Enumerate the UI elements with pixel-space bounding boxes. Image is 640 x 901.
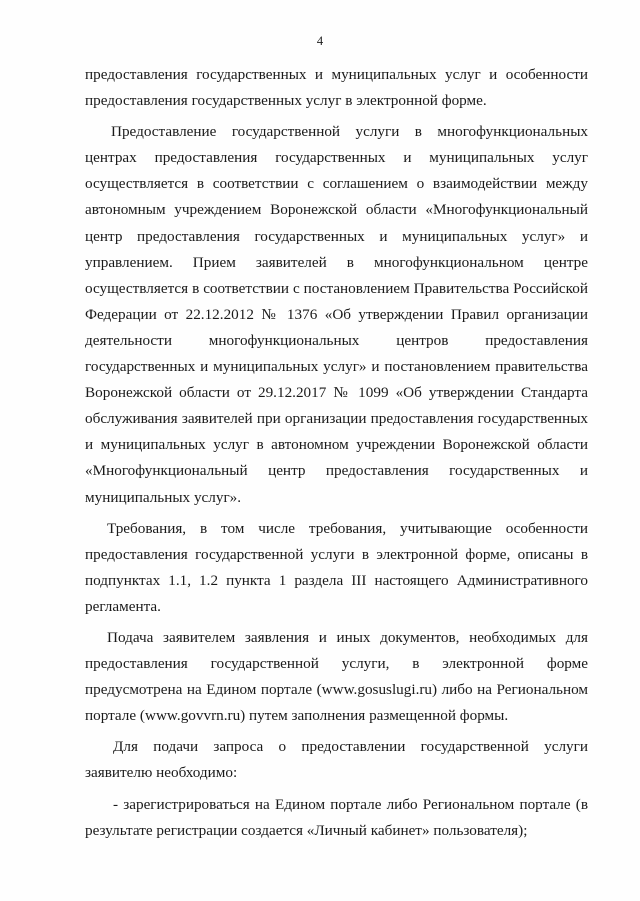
text-line: Подача заявителем заявления и иных документов, необходимых для [107,628,588,646]
paragraph [85,734,588,786]
text-line: предоставления государственной услуги, в электронной форме [85,655,588,673]
text-line: подпунктах 1.1, 1.2 пункта 1 раздела III настоящего Административного [85,571,588,589]
text-line: и муниципальных услуг в автономном учреждении Воронежской области [85,436,588,454]
text-line: государственных и муниципальных услуг» и постановлением правительства [85,358,588,376]
text-line: портале (www.govvrn.ru) путем заполнения размещенной формы. [85,707,509,725]
text-line: Воронежской области от 29.12.2017 № 1099 «Об утверждении Стандарта [85,384,588,402]
text-line: осуществляется в соответствии с постановлением Правительства Российской [85,279,588,297]
text-line: предоставления государственных и муниципальных услуг и особенности [85,66,588,83]
text-line: Предоставление государственной услуги в многофункциональных [111,123,588,141]
text-line: - зарегистрироваться на Едином портале либо Региональном портале (в [113,795,588,813]
paragraph [85,516,588,620]
document-body [85,62,588,844]
text-line: управлением. Прием заявителей в многофункциональном центре [85,253,588,271]
text-line: «Многофункциональный центр предоставления государственных и [85,462,588,480]
text-line: результате регистрации создается «Личный кабинет» пользователя); [85,821,528,839]
text-line: автономным учреждением Воронежской области «Многофункциональный [85,201,588,219]
text-line: деятельности многофункциональных центров предоставления [85,331,588,349]
text-line: Требования, в том числе требования, учитывающие особенности [107,519,588,537]
text-line: предусмотрена на Едином портале (www.gosuslugi.ru) либо на Региональном [85,681,588,699]
text-line: центр предоставления государственных и муниципальных услуг» и [85,227,588,245]
text-line: предоставления государственной услуги в электронной форме, описаны в [85,545,588,563]
text-line: муниципальных услуг». [85,488,242,506]
paragraph [85,625,588,729]
text-line: Для подачи запроса о предоставлении государственной услуги [113,738,588,756]
text-line: предоставления государственных услуг в электронной форме. [85,92,487,110]
text-line: осуществляется в соответствии с соглашением о взаимодействии между [85,175,588,193]
text-line: заявителю необходимо: [85,764,238,782]
text-line: центрах предоставления государственных и муниципальных услуг [85,149,588,167]
paragraph [85,119,588,510]
text-line: Федерации от 22.12.2012 № 1376 «Об утверждении Правил организации [85,305,588,323]
page-number: 4 [316,34,324,48]
text-line: обслуживания заявителей при организации предоставления государственных [85,410,588,428]
paragraph [85,792,588,844]
text-line: регламента. [85,597,161,615]
paragraph [85,62,588,114]
